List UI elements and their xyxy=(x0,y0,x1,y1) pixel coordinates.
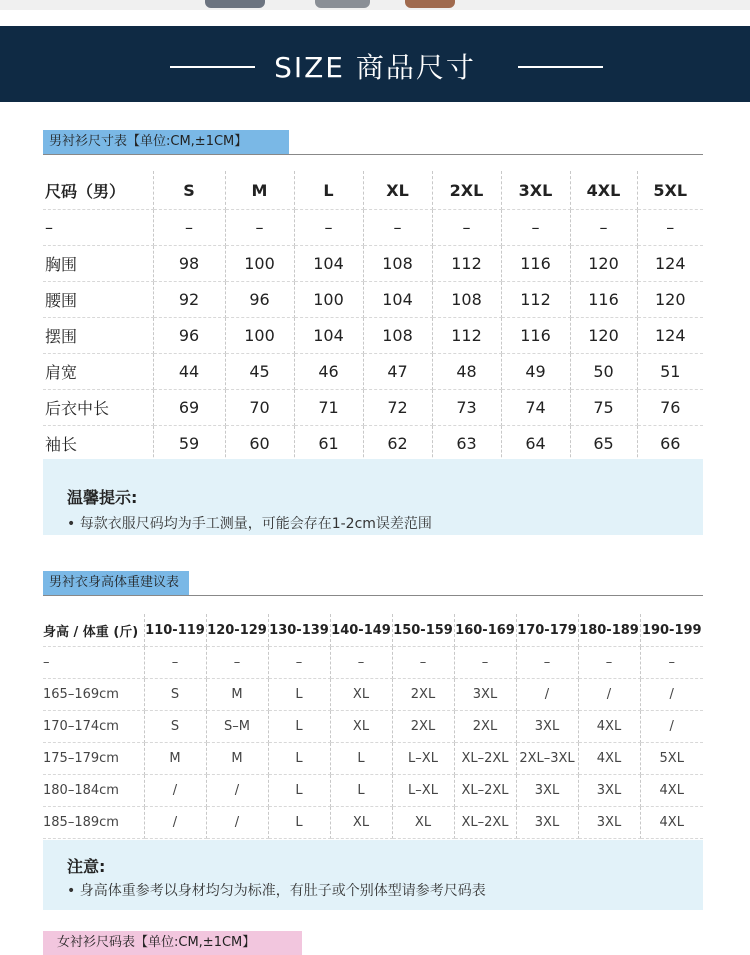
value-cell: 112 xyxy=(432,318,501,354)
table-row xyxy=(43,807,703,839)
header-cell: 2XL xyxy=(432,171,501,210)
banner-right-line xyxy=(518,66,603,68)
value-cell: 98 xyxy=(153,246,225,282)
value-cell: 124 xyxy=(637,246,703,282)
value-cell: 45 xyxy=(225,354,294,390)
row-label-cell: 肩宽 xyxy=(43,354,153,390)
product-image-strip xyxy=(0,0,750,10)
table-row xyxy=(43,246,703,282)
value-cell: 4XL xyxy=(578,743,640,775)
value-cell: 100 xyxy=(225,318,294,354)
table-row xyxy=(43,426,703,462)
value-cell: 48 xyxy=(432,354,501,390)
value-cell: 3XL xyxy=(516,775,578,807)
value-cell: – xyxy=(330,647,392,679)
value-cell: L xyxy=(268,743,330,775)
value-cell: 60 xyxy=(225,426,294,462)
value-cell: / xyxy=(640,679,703,711)
value-cell: XL xyxy=(330,679,392,711)
value-cell: 112 xyxy=(432,246,501,282)
value-cell: 66 xyxy=(637,426,703,462)
value-cell: 120 xyxy=(637,282,703,318)
value-cell: 108 xyxy=(432,282,501,318)
value-cell: – xyxy=(363,210,432,246)
row-label-cell: – xyxy=(43,647,144,679)
height-weight-table xyxy=(43,614,703,839)
row-label-cell: 腰围 xyxy=(43,282,153,318)
value-cell: M xyxy=(144,743,206,775)
value-cell: S–M xyxy=(206,711,268,743)
table-row xyxy=(43,210,703,246)
attention-box xyxy=(43,840,703,910)
row-label-cell: 170–174cm xyxy=(43,711,144,743)
attention-title: 注意: xyxy=(67,857,106,876)
value-cell: 63 xyxy=(432,426,501,462)
row-label-cell: 胸围 xyxy=(43,246,153,282)
value-cell: 4XL xyxy=(640,807,703,839)
value-cell: – xyxy=(206,647,268,679)
value-cell: – xyxy=(501,210,570,246)
value-cell: XL xyxy=(330,807,392,839)
height-weight-label: 男衬衣身高体重建议表 xyxy=(43,571,189,595)
value-cell: 50 xyxy=(570,354,637,390)
value-cell: 64 xyxy=(501,426,570,462)
value-cell: 108 xyxy=(363,246,432,282)
table-row xyxy=(43,775,703,807)
value-cell: L xyxy=(268,775,330,807)
header-cell: 4XL xyxy=(570,171,637,210)
header-cell: 110-119 xyxy=(144,614,206,647)
header-cell: 120-129 xyxy=(206,614,268,647)
row-label-cell: 摆围 xyxy=(43,318,153,354)
header-cell: 尺码（男） xyxy=(43,171,153,210)
value-cell: – xyxy=(294,210,363,246)
value-cell: 5XL xyxy=(640,743,703,775)
value-cell: L–XL xyxy=(392,743,454,775)
value-cell: 104 xyxy=(294,246,363,282)
value-cell: 112 xyxy=(501,282,570,318)
value-cell: – xyxy=(516,647,578,679)
tip-box xyxy=(43,459,703,535)
value-cell: 124 xyxy=(637,318,703,354)
value-cell: – xyxy=(392,647,454,679)
value-cell: – xyxy=(578,647,640,679)
value-cell: 2XL xyxy=(392,711,454,743)
row-label-cell: 165–169cm xyxy=(43,679,144,711)
value-cell: 74 xyxy=(501,390,570,426)
value-cell: 108 xyxy=(363,318,432,354)
value-cell: S xyxy=(144,711,206,743)
header-cell: XL xyxy=(363,171,432,210)
value-cell: L xyxy=(268,807,330,839)
value-cell: / xyxy=(144,775,206,807)
value-cell: – xyxy=(570,210,637,246)
value-cell: 71 xyxy=(294,390,363,426)
value-cell: 61 xyxy=(294,426,363,462)
value-cell: 2XL–3XL xyxy=(516,743,578,775)
value-cell: 100 xyxy=(294,282,363,318)
value-cell: 69 xyxy=(153,390,225,426)
value-cell: – xyxy=(432,210,501,246)
value-cell: – xyxy=(640,647,703,679)
header-cell: M xyxy=(225,171,294,210)
value-cell: M xyxy=(206,679,268,711)
value-cell: 59 xyxy=(153,426,225,462)
header-cell: 5XL xyxy=(637,171,703,210)
header-cell: 160-169 xyxy=(454,614,516,647)
value-cell: / xyxy=(516,679,578,711)
table-row xyxy=(43,390,703,426)
header-cell: 130-139 xyxy=(268,614,330,647)
value-cell: 116 xyxy=(570,282,637,318)
table-header-row xyxy=(43,171,703,210)
size-banner xyxy=(0,26,750,102)
banner-title: SIZE 商品尺寸 xyxy=(274,51,476,84)
value-cell: L xyxy=(268,711,330,743)
value-cell: 62 xyxy=(363,426,432,462)
value-cell: 75 xyxy=(570,390,637,426)
value-cell: – xyxy=(637,210,703,246)
value-cell: XL–2XL xyxy=(454,807,516,839)
value-cell: / xyxy=(578,679,640,711)
value-cell: S xyxy=(144,679,206,711)
row-label-cell: 后衣中长 xyxy=(43,390,153,426)
value-cell: 44 xyxy=(153,354,225,390)
row-label-cell: 175–179cm xyxy=(43,743,144,775)
section-divider xyxy=(43,595,703,596)
header-cell: 身高 / 体重 (斤) xyxy=(43,614,144,647)
value-cell: 3XL xyxy=(516,711,578,743)
row-label-cell: 袖长 xyxy=(43,426,153,462)
value-cell: 104 xyxy=(363,282,432,318)
value-cell: 96 xyxy=(153,318,225,354)
value-cell: 3XL xyxy=(454,679,516,711)
value-cell: 92 xyxy=(153,282,225,318)
product-image-fragment xyxy=(205,0,265,8)
value-cell: 72 xyxy=(363,390,432,426)
header-cell: 170-179 xyxy=(516,614,578,647)
value-cell: M xyxy=(206,743,268,775)
header-cell: L xyxy=(294,171,363,210)
value-cell: 73 xyxy=(432,390,501,426)
table-row xyxy=(43,647,703,679)
value-cell: XL xyxy=(392,807,454,839)
value-cell: 120 xyxy=(570,318,637,354)
value-cell: 116 xyxy=(501,318,570,354)
header-cell: 150-159 xyxy=(392,614,454,647)
attention-text: • 身高体重参考以身材均匀为标准，有肚子或个别体型请参考尺码表 xyxy=(67,883,486,899)
value-cell: / xyxy=(206,807,268,839)
table-row xyxy=(43,282,703,318)
value-cell: 3XL xyxy=(516,807,578,839)
value-cell: 49 xyxy=(501,354,570,390)
value-cell: – xyxy=(144,647,206,679)
product-image-fragment xyxy=(315,0,370,8)
table-header-row xyxy=(43,614,703,647)
row-label-cell: 180–184cm xyxy=(43,775,144,807)
value-cell: 70 xyxy=(225,390,294,426)
value-cell: XL–2XL xyxy=(454,775,516,807)
value-cell: 96 xyxy=(225,282,294,318)
shirt-size-table xyxy=(43,171,703,462)
value-cell: 100 xyxy=(225,246,294,282)
value-cell: 2XL xyxy=(454,711,516,743)
value-cell: 47 xyxy=(363,354,432,390)
value-cell: 4XL xyxy=(640,775,703,807)
value-cell: 3XL xyxy=(578,807,640,839)
table-row xyxy=(43,679,703,711)
value-cell: – xyxy=(268,647,330,679)
tip-text: • 每款衣服尺码均为手工测量，可能会存在1-2cm误差范围 xyxy=(67,516,432,532)
value-cell: / xyxy=(144,807,206,839)
value-cell: – xyxy=(153,210,225,246)
row-label-cell: – xyxy=(43,210,153,246)
row-label-cell: 185–189cm xyxy=(43,807,144,839)
header-cell: 3XL xyxy=(501,171,570,210)
value-cell: 3XL xyxy=(578,775,640,807)
value-cell: 116 xyxy=(501,246,570,282)
table-row xyxy=(43,711,703,743)
value-cell: 4XL xyxy=(578,711,640,743)
value-cell: / xyxy=(206,775,268,807)
table-row xyxy=(43,318,703,354)
value-cell: 2XL xyxy=(392,679,454,711)
value-cell: 104 xyxy=(294,318,363,354)
tip-title: 温馨提示: xyxy=(67,488,138,507)
header-cell: 180-189 xyxy=(578,614,640,647)
value-cell: XL xyxy=(330,711,392,743)
header-cell: S xyxy=(153,171,225,210)
value-cell: / xyxy=(640,711,703,743)
women-size-label: 女衬衫尺码表【单位:CM,±1CM】 xyxy=(43,931,302,955)
table-row xyxy=(43,354,703,390)
product-image-fragment xyxy=(405,0,455,8)
header-cell: 140-149 xyxy=(330,614,392,647)
value-cell: – xyxy=(225,210,294,246)
value-cell: L xyxy=(330,775,392,807)
header-cell: 190-199 xyxy=(640,614,703,647)
value-cell: L xyxy=(330,743,392,775)
value-cell: L xyxy=(268,679,330,711)
value-cell: – xyxy=(454,647,516,679)
value-cell: 51 xyxy=(637,354,703,390)
value-cell: 46 xyxy=(294,354,363,390)
section-divider xyxy=(43,154,703,155)
value-cell: 76 xyxy=(637,390,703,426)
value-cell: 120 xyxy=(570,246,637,282)
value-cell: L–XL xyxy=(392,775,454,807)
shirt-size-label: 男衬衫尺寸表【单位:CM,±1CM】 xyxy=(43,130,289,154)
value-cell: XL–2XL xyxy=(454,743,516,775)
table-row xyxy=(43,743,703,775)
value-cell: 65 xyxy=(570,426,637,462)
